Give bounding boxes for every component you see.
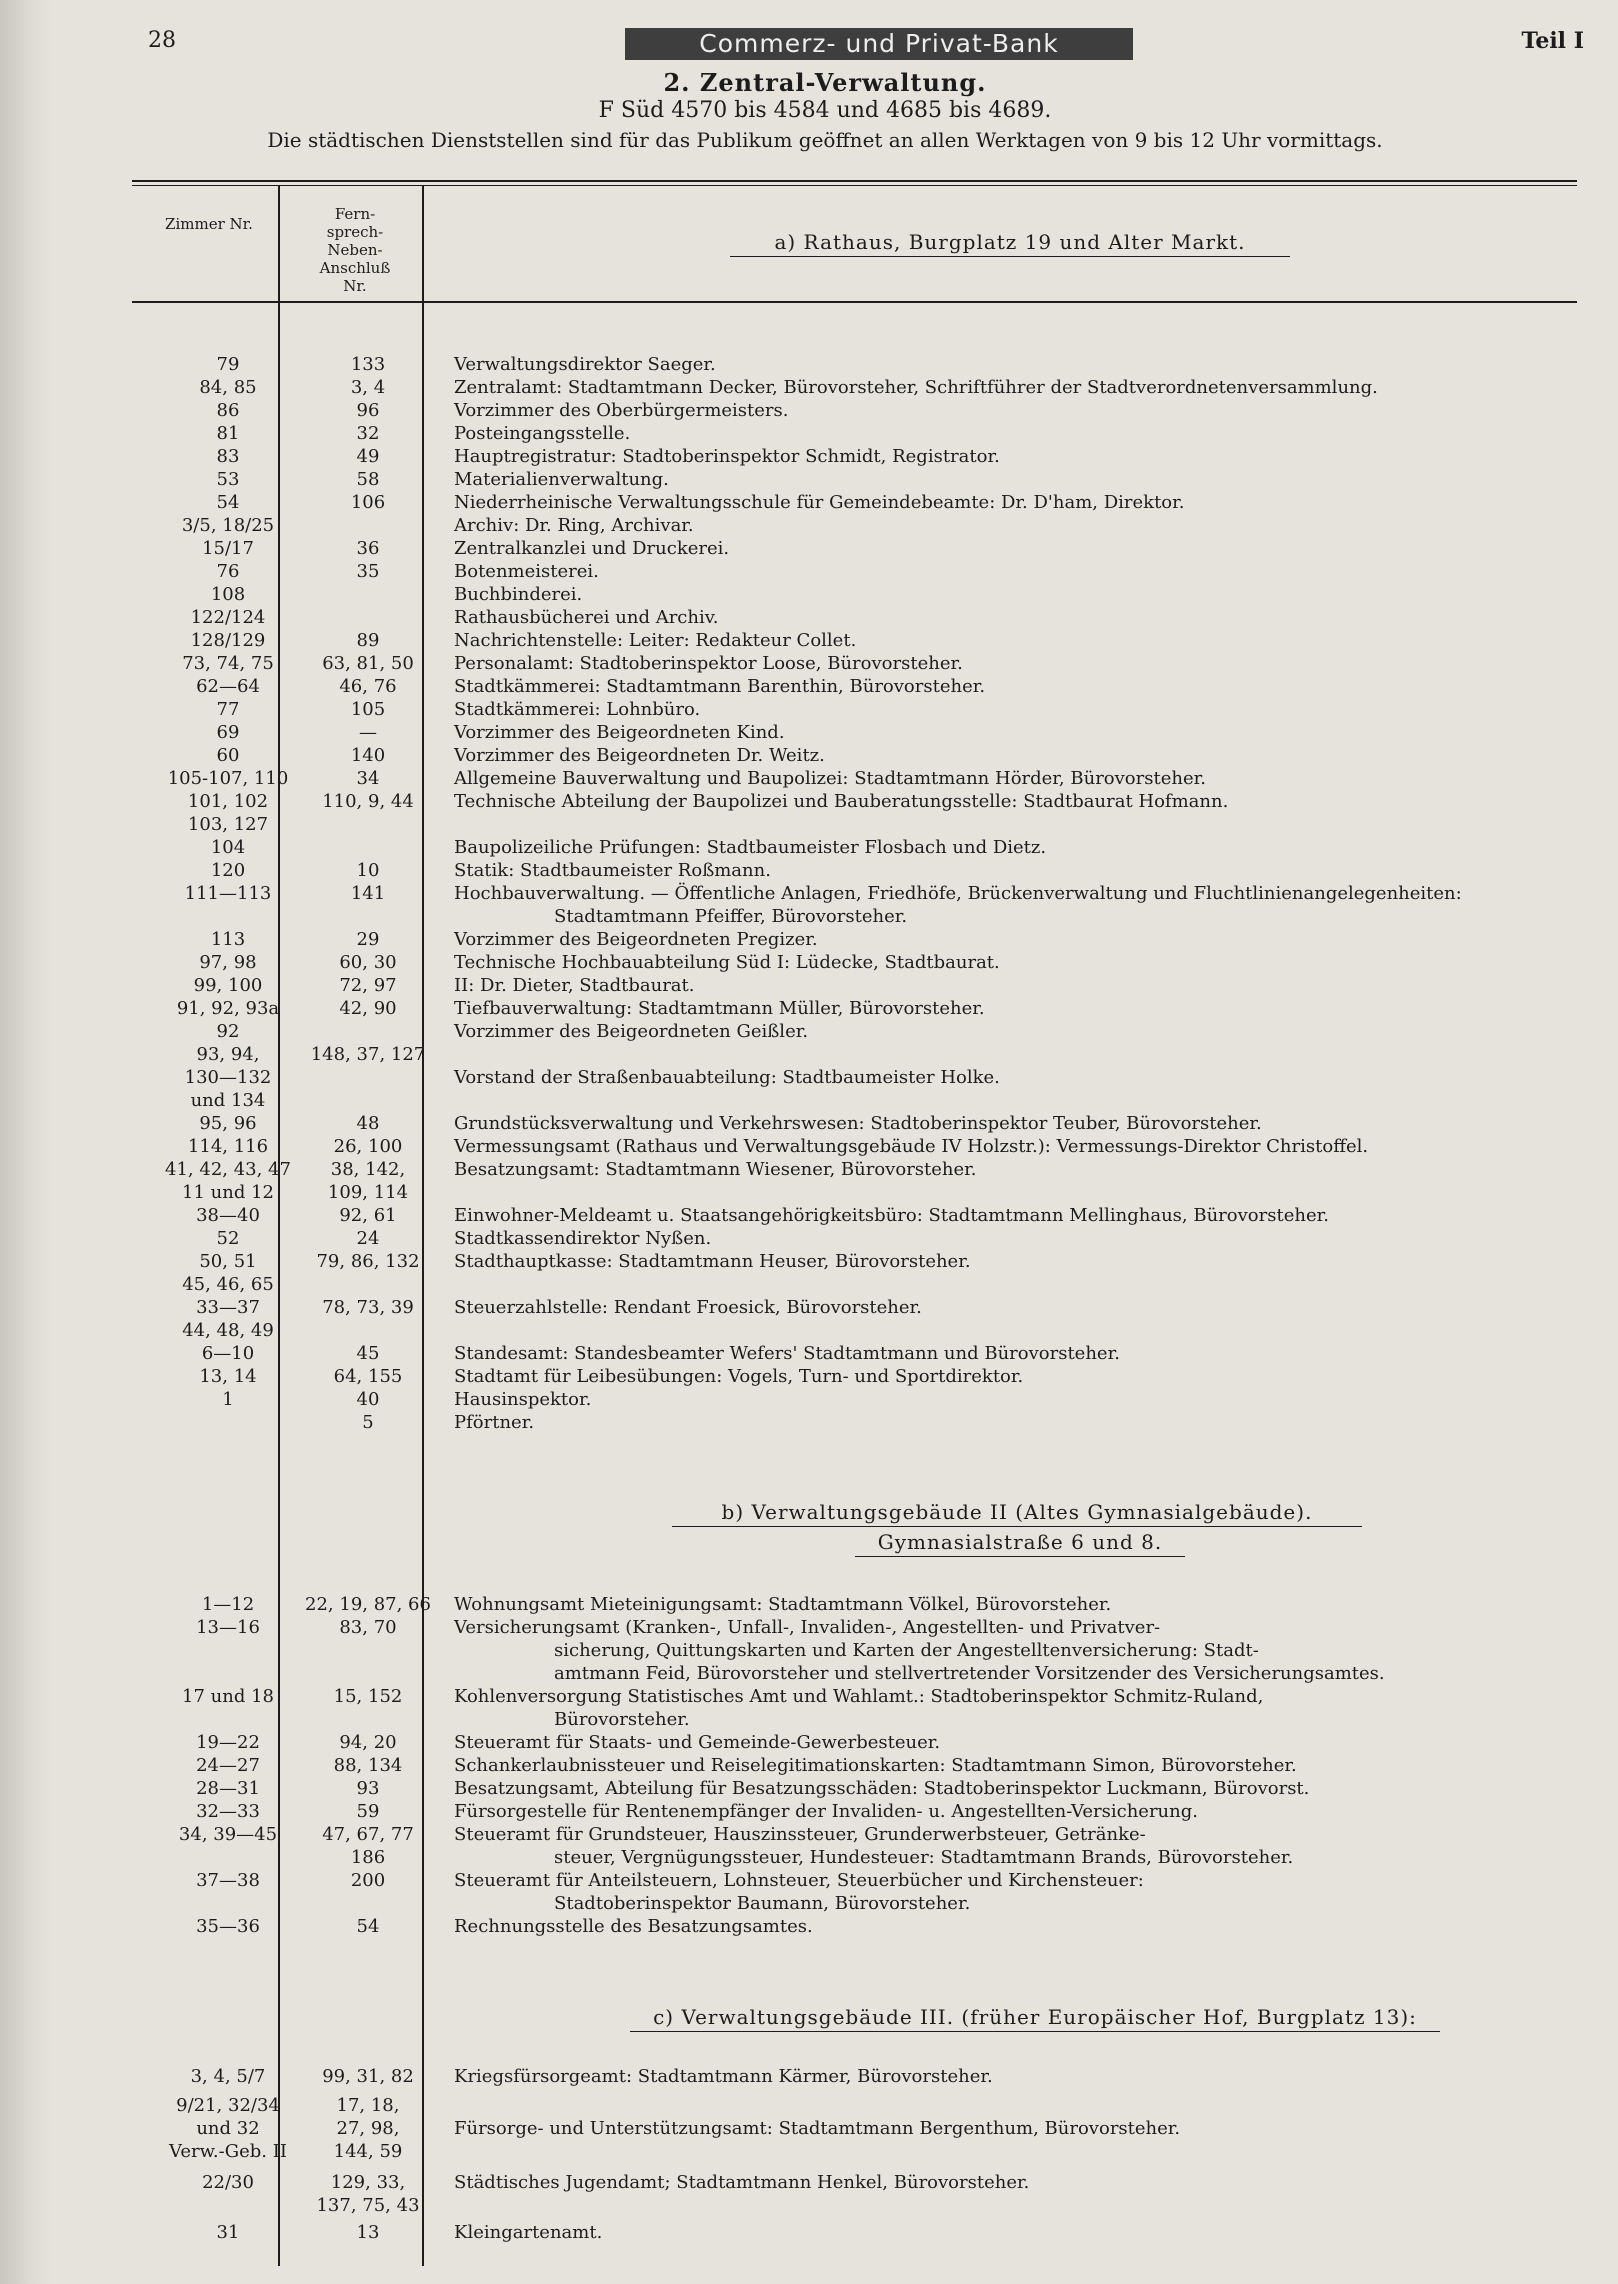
extension-cell: 79, 86, 132 bbox=[316, 1251, 420, 1272]
description-line: Standesamt: Standesbeamter Wefers' Stadtamtmann und Bürovorsteher. bbox=[454, 1343, 1120, 1364]
description-cell bbox=[454, 491, 1584, 514]
description-line: Städtisches Jugendamt; Stadtamtmann Henkel, Bürovorsteher. bbox=[454, 2172, 1030, 2193]
room-cell: 93, 94, 130—132 und 134 bbox=[184, 1044, 272, 1111]
extension-cell: 148, 37, 127 bbox=[310, 1044, 426, 1065]
description-line: Nachrichtenstelle: Leiter: Redakteur Collet. bbox=[454, 630, 857, 651]
description-cell bbox=[454, 1112, 1584, 1135]
extension-cell: 54 bbox=[356, 1916, 380, 1937]
description-cell bbox=[454, 468, 1584, 491]
description-cell bbox=[454, 2221, 1584, 2244]
heading-title: 2. Zentral-Verwaltung. bbox=[663, 68, 987, 97]
extension-cell: 34 bbox=[356, 768, 380, 789]
description-cell bbox=[454, 1020, 1584, 1043]
extension-cell: 88, 134 bbox=[333, 1755, 403, 1776]
description-line: Steuerzahlstelle: Rendant Froesick, Bürovorsteher. bbox=[454, 1297, 922, 1318]
extension-cell: 200 bbox=[350, 1870, 386, 1891]
page-header bbox=[60, 28, 1590, 64]
description-line: Vorstand der Straßenbauabteilung: Stadtbaumeister Holke. bbox=[454, 1067, 1000, 1088]
description-cell bbox=[454, 1388, 1584, 1411]
extension-cell: 3, 4 bbox=[350, 377, 386, 398]
description-cell bbox=[454, 445, 1584, 468]
extension-cell: — bbox=[359, 722, 377, 743]
room-cell: 28—31 bbox=[196, 1778, 260, 1799]
room-cell: 104 bbox=[210, 837, 246, 858]
room-cell: 62—64 bbox=[196, 676, 260, 697]
column-header-room: Zimmer Nr. bbox=[165, 215, 253, 233]
description-cell bbox=[454, 859, 1584, 882]
description-cell bbox=[454, 1135, 1584, 1158]
room-cell: 32—33 bbox=[196, 1801, 260, 1822]
section-subtitle-b: Gymnasialstraße 6 und 8. bbox=[855, 1530, 1185, 1557]
room-cell: 54 bbox=[216, 492, 240, 513]
description-cell bbox=[454, 1250, 1584, 1273]
extension-cell: 42, 90 bbox=[339, 998, 397, 1019]
extension-cell: 36 bbox=[356, 538, 380, 559]
room-cell: 41, 42, 43, 47 11 und 12 bbox=[165, 1159, 291, 1203]
description-cell bbox=[454, 1777, 1584, 1800]
description-cell bbox=[454, 928, 1584, 951]
extension-cell: 72, 97 bbox=[339, 975, 397, 996]
extension-cell: 45 bbox=[356, 1343, 380, 1364]
room-cell: 24—27 bbox=[196, 1755, 260, 1776]
description-continuation: Stadtoberinspektor Baumann, Bürovorsteher. bbox=[554, 1893, 971, 1914]
description-cell bbox=[454, 583, 1584, 606]
heading-phone: F Süd 4570 bis 4584 und 4685 bis 4689. bbox=[598, 98, 1052, 123]
description-cell bbox=[454, 606, 1584, 629]
description-line: Kohlenversorgung Statistisches Amt und Wahlamt.: Stadtoberinspektor Schmitz-Ruland, bbox=[454, 1686, 1264, 1707]
description-cell bbox=[454, 537, 1584, 560]
heading-note: Die städtischen Dienststellen sind für das Publikum geöffnet an allen Werktagen von 9 bis 12 Uhr vormittags. bbox=[267, 128, 1383, 152]
extension-cell: 32 bbox=[356, 423, 380, 444]
room-cell: 13—16 bbox=[196, 1617, 260, 1638]
description-cell bbox=[454, 353, 1584, 376]
room-cell: 37—38 bbox=[196, 1870, 260, 1891]
extension-cell: 29 bbox=[356, 929, 380, 950]
section-title-a: a) Rathaus, Burgplatz 19 und Alter Markt. bbox=[730, 230, 1290, 257]
description-cell bbox=[454, 1411, 1584, 1434]
room-cell: 95, 96 bbox=[199, 1113, 257, 1134]
extension-cell: 99, 31, 82 bbox=[322, 2066, 414, 2087]
description-line: Botenmeisterei. bbox=[454, 561, 599, 582]
page-binding-edge bbox=[0, 0, 52, 2284]
room-cell: 19—22 bbox=[196, 1732, 260, 1753]
description-cell bbox=[454, 2171, 1584, 2194]
room-cell: 3/5, 18/25 bbox=[181, 515, 275, 536]
description-cell bbox=[454, 629, 1584, 652]
room-cell: 17 und 18 bbox=[182, 1686, 274, 1707]
description-line: Baupolizeiliche Prüfungen: Stadtbaumeister Flosbach und Dietz. bbox=[454, 837, 1047, 858]
extension-cell: 106 bbox=[350, 492, 386, 513]
description-line: Tiefbauverwaltung: Stadtamtmann Müller, Bürovorsteher. bbox=[454, 998, 985, 1019]
description-line: Steueramt für Grundsteuer, Hauszinssteuer, Grunderwerbsteuer, Getränke- bbox=[454, 1824, 1146, 1845]
description-cell bbox=[454, 1296, 1584, 1319]
description-cell bbox=[454, 951, 1584, 974]
description-continuation: steuer, Vergnügungssteuer, Hundesteuer: Stadtamtmann Brands, Bürovorsteher. bbox=[554, 1847, 1294, 1868]
extension-cell: 5 bbox=[362, 1412, 374, 1433]
description-cell bbox=[454, 836, 1584, 859]
description-cell bbox=[454, 1823, 1584, 1869]
room-cell: 53 bbox=[216, 469, 240, 490]
description-line: Technische Abteilung der Baupolizei und Bauberatungsstelle: Stadtbaurat Hofmann. bbox=[454, 791, 1229, 812]
description-cell bbox=[454, 1869, 1584, 1915]
room-cell: 113 bbox=[210, 929, 246, 950]
part-label: Teil I bbox=[1521, 28, 1584, 54]
extension-cell: 58 bbox=[356, 469, 380, 490]
description-line: Steueramt für Anteilsteuern, Lohnsteuer, Steuerbücher und Kirchensteuer: bbox=[454, 1870, 1144, 1891]
description-line: Stadtamt für Leibesübungen: Vogels, Turn- und Sportdirektor. bbox=[454, 1366, 1024, 1387]
description-cell bbox=[454, 399, 1584, 422]
room-cell: 108 bbox=[210, 584, 246, 605]
room-cell: 99, 100 bbox=[193, 975, 263, 996]
extension-cell: 96 bbox=[356, 400, 380, 421]
description-line: Stadtkämmerei: Lohnbüro. bbox=[454, 699, 701, 720]
description-line: Zentralkanzlei und Druckerei. bbox=[454, 538, 730, 559]
room-cell: 111—113 bbox=[184, 883, 272, 904]
description-cell bbox=[454, 790, 1584, 813]
room-cell: 22/30 bbox=[202, 2172, 254, 2193]
description-line: Technische Hochbauabteilung Süd I: Lüdecke, Stadtbaurat. bbox=[454, 952, 1000, 973]
description-continuation: Stadtamtmann Pfeiffer, Bürovorsteher. bbox=[554, 906, 908, 927]
room-cell: 86 bbox=[216, 400, 240, 421]
description-line: Personalamt: Stadtoberinspektor Loose, Bürovorsteher. bbox=[454, 653, 963, 674]
description-cell bbox=[454, 1342, 1584, 1365]
room-cell: 35—36 bbox=[196, 1916, 260, 1937]
description-line: Versicherungsamt (Kranken-, Unfall-, Invaliden-, Angestellten- und Privatver- bbox=[454, 1617, 1161, 1638]
extension-cell: 49 bbox=[356, 446, 380, 467]
description-cell bbox=[454, 1685, 1584, 1731]
description-line: Wohnungsamt Mieteinigungsamt: Stadtamtmann Völkel, Bürovorsteher. bbox=[454, 1594, 1112, 1615]
description-cell bbox=[454, 2117, 1584, 2140]
extension-cell: 93 bbox=[356, 1778, 380, 1799]
extension-cell: 38, 142, 109, 114 bbox=[327, 1159, 409, 1203]
description-continuation: sicherung, Quittungskarten und Karten der Angestelltenversicherung: Stadt- bbox=[554, 1640, 1259, 1661]
section-title-b: b) Verwaltungsgebäude II (Altes Gymnasialgebäude). bbox=[672, 1500, 1362, 1527]
extension-cell: 105 bbox=[350, 699, 386, 720]
extension-cell: 110, 9, 44 bbox=[322, 791, 414, 812]
room-cell: 33—37 44, 48, 49 bbox=[182, 1297, 274, 1341]
description-line: Kriegsfürsorgeamt: Stadtamtmann Kärmer, Bürovorsteher. bbox=[454, 2066, 993, 2087]
room-cell: 60 bbox=[216, 745, 240, 766]
room-cell: 34, 39—45 bbox=[178, 1824, 278, 1845]
description-cell bbox=[454, 1365, 1584, 1388]
extension-cell: 22, 19, 87, 66 bbox=[305, 1594, 431, 1615]
description-cell bbox=[454, 1731, 1584, 1754]
description-cell bbox=[454, 376, 1584, 399]
description-line: Vermessungsamt (Rathaus und Verwaltungsgebäude IV Holzstr.): Vermessungs-Direktor Christoffel. bbox=[454, 1136, 1369, 1157]
room-cell: 79 bbox=[216, 354, 240, 375]
extension-cell: 94, 20 bbox=[339, 1732, 397, 1753]
description-line: Hochbauverwaltung. — Öffentliche Anlagen, Friedhöfe, Brückenverwaltung und Fluchtlinienangelegenheiten: bbox=[454, 883, 1462, 904]
description-cell bbox=[454, 744, 1584, 767]
extension-cell: 60, 30 bbox=[339, 952, 397, 973]
description-line: Posteingangsstelle. bbox=[454, 423, 631, 444]
extension-cell: 46, 76 bbox=[339, 676, 397, 697]
bank-banner: Commerz- und Privat-Bank bbox=[625, 28, 1133, 60]
description-line: Fürsorge- und Unterstützungsamt: Stadtamtmann Bergenthum, Bürovorsteher. bbox=[454, 2118, 1181, 2139]
section-title-c: c) Verwaltungsgebäude III. (früher Europäischer Hof, Burgplatz 13): bbox=[630, 2005, 1440, 2032]
room-cell: 31 bbox=[216, 2222, 240, 2243]
extension-cell: 48 bbox=[356, 1113, 380, 1134]
extension-cell: 17, 18, 27, 98, 144, 59 bbox=[333, 2095, 403, 2162]
description-cell bbox=[454, 1204, 1584, 1227]
extension-cell: 92, 61 bbox=[339, 1205, 397, 1226]
description-line: Rechnungsstelle des Besatzungsamtes. bbox=[454, 1916, 813, 1937]
description-cell bbox=[454, 1754, 1584, 1777]
room-cell: 77 bbox=[216, 699, 240, 720]
extension-cell: 78, 73, 39 bbox=[322, 1297, 414, 1318]
description-line: Stadtkassendirektor Nyßen. bbox=[454, 1228, 712, 1249]
room-cell: 38—40 bbox=[196, 1205, 260, 1226]
column-header-extension: Fern-sprech-Neben-Anschluß Nr. bbox=[319, 205, 391, 295]
extension-cell: 59 bbox=[356, 1801, 380, 1822]
extension-cell: 140 bbox=[350, 745, 386, 766]
room-cell: 105-107, 110 bbox=[167, 768, 289, 789]
description-cell bbox=[454, 560, 1584, 583]
description-cell bbox=[454, 721, 1584, 744]
room-cell: 114, 116 bbox=[187, 1136, 269, 1157]
room-cell: 52 bbox=[216, 1228, 240, 1249]
room-cell: 3, 4, 5/7 bbox=[190, 2066, 266, 2087]
room-cell: 83 bbox=[216, 446, 240, 467]
description-line: Niederrheinische Verwaltungsschule für Gemeindebeamte: Dr. D'ham, Direktor. bbox=[454, 492, 1185, 513]
description-line: Rathausbücherei und Archiv. bbox=[454, 607, 719, 628]
description-line: Stadtkämmerei: Stadtamtmann Barenthin, Bürovorsteher. bbox=[454, 676, 986, 697]
extension-cell: 133 bbox=[350, 354, 386, 375]
table-top-rule-2 bbox=[132, 185, 1577, 186]
description-cell bbox=[454, 422, 1584, 445]
description-cell bbox=[454, 1800, 1584, 1823]
description-line: Besatzungsamt: Stadtamtmann Wiesener, Bürovorsteher. bbox=[454, 1159, 977, 1180]
description-continuation: Bürovorsteher. bbox=[554, 1709, 690, 1730]
description-line: Buchbinderei. bbox=[454, 584, 583, 605]
description-line: II: Dr. Dieter, Stadtbaurat. bbox=[454, 975, 695, 996]
room-cell: 81 bbox=[216, 423, 240, 444]
extension-cell: 35 bbox=[356, 561, 380, 582]
description-line: Verwaltungsdirektor Saeger. bbox=[454, 354, 716, 375]
room-cell: 97, 98 bbox=[199, 952, 257, 973]
description-line: Fürsorgestelle für Rentenempfänger der Invaliden- u. Angestellten-Versicherung. bbox=[454, 1801, 1198, 1822]
room-cell: 69 bbox=[216, 722, 240, 743]
description-line: Vorzimmer des Beigeordneten Kind. bbox=[454, 722, 785, 743]
description-line: Grundstücksverwaltung und Verkehrswesen: Stadtoberinspektor Teuber, Bürovorsteher. bbox=[454, 1113, 1262, 1134]
description-line: Vorzimmer des Beigeordneten Dr. Weitz. bbox=[454, 745, 825, 766]
room-cell: 13, 14 bbox=[199, 1366, 257, 1387]
room-cell: 122/124 bbox=[190, 607, 266, 628]
room-cell: 1—12 bbox=[201, 1594, 255, 1615]
description-cell bbox=[454, 675, 1584, 698]
page-number: 28 bbox=[148, 28, 176, 53]
description-cell bbox=[454, 1227, 1584, 1250]
room-cell: 73, 74, 75 bbox=[182, 653, 274, 674]
room-cell: 120 bbox=[210, 860, 246, 881]
description-line: Hauptregistratur: Stadtoberinspektor Schmidt, Registrator. bbox=[454, 446, 1000, 467]
description-cell bbox=[454, 1593, 1584, 1616]
extension-cell: 141 bbox=[350, 883, 386, 904]
extension-cell: 15, 152 bbox=[333, 1686, 403, 1707]
room-cell: 76 bbox=[216, 561, 240, 582]
room-cell: 15/17 bbox=[202, 538, 254, 559]
extension-cell: 64, 155 bbox=[333, 1366, 403, 1387]
description-line: Zentralamt: Stadtamtmann Decker, Bürovorsteher, Schriftführer der Stadtverordnetenversammlung. bbox=[454, 377, 1378, 398]
description-cell bbox=[454, 997, 1584, 1020]
room-cell: 91, 92, 93a bbox=[176, 998, 280, 1019]
description-line: Vorzimmer des Oberbürgermeisters. bbox=[454, 400, 789, 421]
room-cell: 9/21, 32/34 und 32 Verw.-Geb. II bbox=[169, 2095, 287, 2162]
description-line: Schankerlaubnissteuer und Reiselegitimationskarten: Stadtamtmann Simon, Bürovorsteher. bbox=[454, 1755, 1297, 1776]
extension-cell: 10 bbox=[356, 860, 380, 881]
description-cell bbox=[454, 767, 1584, 790]
extension-cell: 89 bbox=[356, 630, 380, 651]
description-line: Allgemeine Bauverwaltung und Baupolizei: Stadtamtmann Hörder, Bürovorsteher. bbox=[454, 768, 1206, 789]
room-cell: 1 bbox=[222, 1389, 234, 1410]
description-line: Hausinspektor. bbox=[454, 1389, 592, 1410]
description-cell bbox=[454, 1066, 1584, 1089]
extension-cell: 83, 70 bbox=[339, 1617, 397, 1638]
description-cell bbox=[454, 698, 1584, 721]
extension-cell: 26, 100 bbox=[333, 1136, 403, 1157]
room-cell: 84, 85 bbox=[199, 377, 257, 398]
description-line: Stadthauptkasse: Stadtamtmann Heuser, Bürovorsteher. bbox=[454, 1251, 971, 1272]
extension-cell: 129, 33, 137, 75, 43 bbox=[316, 2172, 420, 2216]
description-line: Besatzungsamt, Abteilung für Besatzungsschäden: Stadtoberinspektor Luckmann, Bürovorst. bbox=[454, 1778, 1310, 1799]
extension-cell: 40 bbox=[356, 1389, 380, 1410]
description-cell bbox=[454, 882, 1584, 928]
description-cell bbox=[454, 1915, 1584, 1938]
room-cell: 92 bbox=[216, 1021, 240, 1042]
description-continuation: amtmann Feid, Bürovorsteher und stellvertretender Vorsitzender des Versicherungsamtes. bbox=[554, 1663, 1385, 1684]
description-cell bbox=[454, 2065, 1584, 2088]
description-line: Materialienverwaltung. bbox=[454, 469, 669, 490]
extension-cell: 24 bbox=[356, 1228, 380, 1249]
description-cell bbox=[454, 514, 1584, 537]
description-cell bbox=[454, 1616, 1584, 1685]
description-line: Vorzimmer des Beigeordneten Pregizer. bbox=[454, 929, 818, 950]
description-line: Pförtner. bbox=[454, 1412, 535, 1433]
description-cell bbox=[454, 1158, 1584, 1181]
room-cell: 50, 51 45, 46, 65 bbox=[182, 1251, 274, 1295]
room-cell: 6—10 bbox=[201, 1343, 255, 1364]
section-heading bbox=[60, 68, 1590, 158]
extension-cell: 63, 81, 50 bbox=[322, 653, 414, 674]
description-line: Statik: Stadtbaumeister Roßmann. bbox=[454, 860, 771, 881]
room-cell: 128/129 bbox=[190, 630, 266, 651]
description-line: Archiv: Dr. Ring, Archivar. bbox=[454, 515, 694, 536]
description-line: Steueramt für Staats- und Gemeinde-Gewerbesteuer. bbox=[454, 1732, 941, 1753]
room-cell: 101, 102 103, 127 bbox=[187, 791, 269, 835]
description-line: Vorzimmer des Beigeordneten Geißler. bbox=[454, 1021, 809, 1042]
description-cell bbox=[454, 652, 1584, 675]
document-page bbox=[60, 20, 1590, 2270]
extension-cell: 13 bbox=[356, 2222, 380, 2243]
table-header-rule bbox=[132, 301, 1577, 303]
table-top-rule bbox=[132, 180, 1577, 182]
description-cell bbox=[454, 974, 1584, 997]
extension-cell: 47, 67, 77 186 bbox=[322, 1824, 414, 1868]
description-line: Einwohner-Meldeamt u. Staatsangehörigkeitsbüro: Stadtamtmann Mellinghaus, Bürovorsteher. bbox=[454, 1205, 1329, 1226]
description-line: Kleingartenamt. bbox=[454, 2222, 603, 2243]
